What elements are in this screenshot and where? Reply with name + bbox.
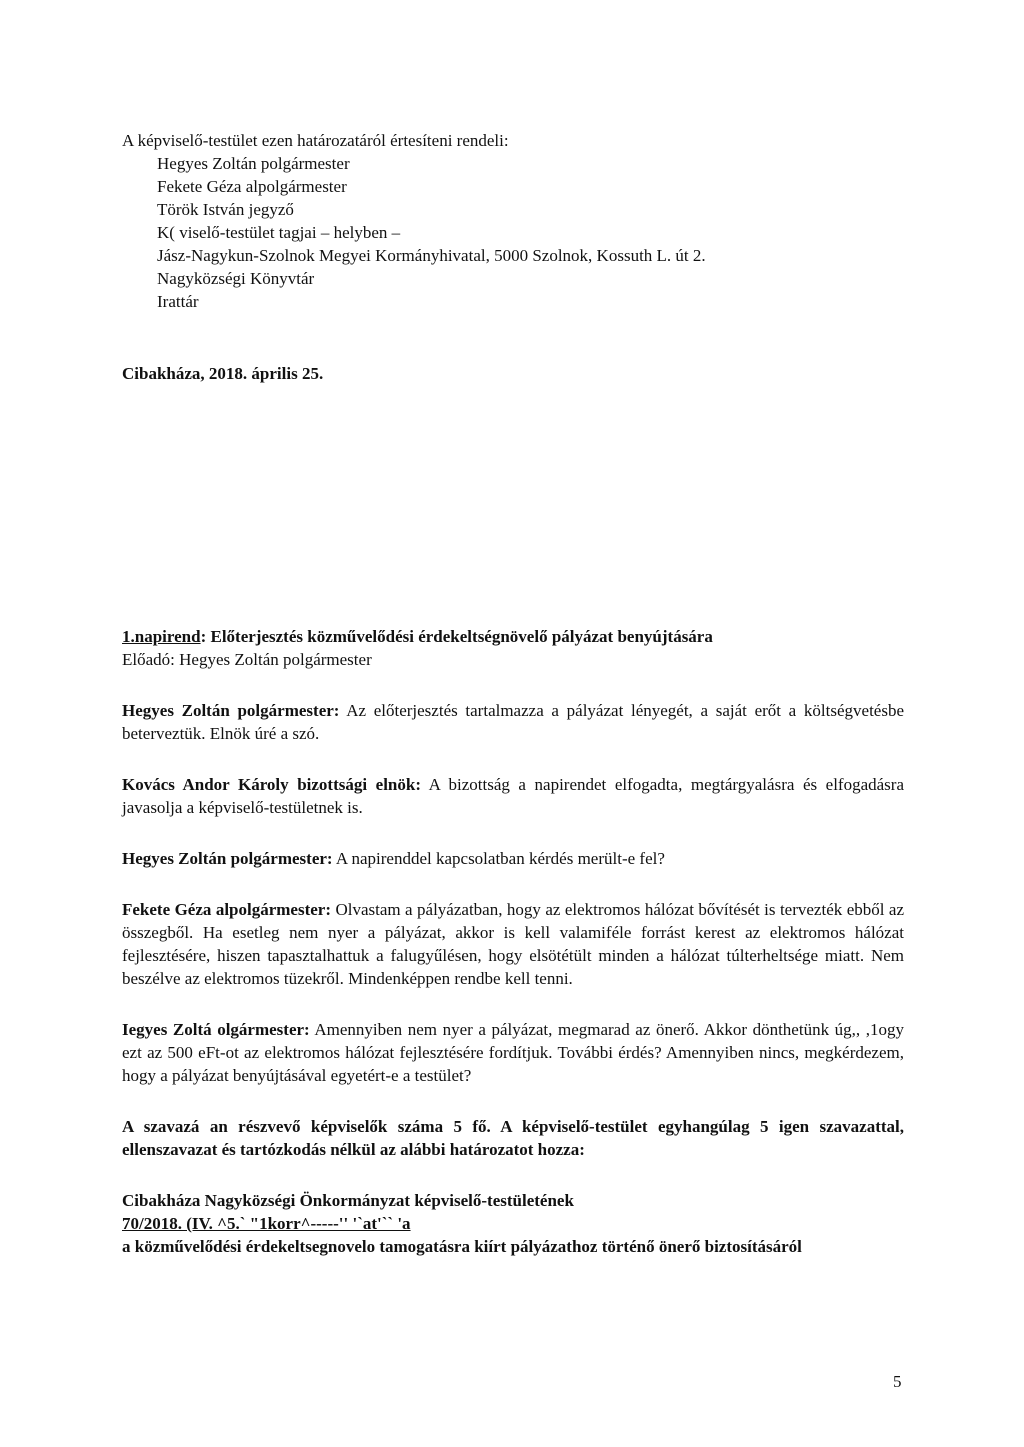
speech-paragraph [122,699,904,745]
speaker-name: Hegyes Zoltán polgármester: [122,701,340,720]
speech-text: A bizottság a napirendet elfogadta, megtárgyalásra és elfogadásra javasolja a képviselő-testületnek is. [122,775,905,817]
speech-text: A napirenddel kapcsolatban kérdés merült-e fel? [332,849,665,868]
speech-paragraph [122,898,904,990]
speech-paragraph [122,1018,904,1087]
minutes-content [122,625,904,1258]
recipient-item: Jász-Nagykun-Szolnok Megyei Kormányhivatal, 5000 Szolnok, Kossuth L. út 2. [157,246,706,265]
dateline: Cibakháza, 2018. április 25. [122,364,324,383]
recipient-list [122,152,706,313]
resolution-subject: a közművelődési érdekeltsegnovelo tamogatásra kiírt pályázathoz történő önerő biztosításáról [122,1237,802,1256]
agenda-heading [122,625,904,648]
speech-text: Olvastam a pályázatban, hogy az elektromos hálózat bővítését is tervezték ebből az összegből. Ha esetleg nem nyer a pályázat, akkor is kell valamiféle forrást kerest az elektromos hálózat fejlesztésére, hiszen tapasztalhattuk a falugyűlésen, hogy elsötétült minden a hálózat túlterheltsége miatt. Nem beszélve az elektromos tüzekről. Mindenképpen rendbe kell tenni. [122,900,904,988]
vote-statement: A szavazá an részvevő képviselők száma 5 fő. A képviselő-testület egyhangúlag 5 igen szavazattal, ellenszavazat és tartózkodás nélkül az alábbi határozatot hozza: [122,1117,904,1159]
recipient-item: K( viselő-testület tagjai – helyben – [157,223,401,242]
speech-paragraph [122,847,904,870]
recipient-item: Hegyes Zoltán polgármester [157,154,350,173]
speaker-name: Iegyes Zoltá olgármester: [122,1020,310,1039]
notification-block [122,129,706,313]
page-number: 5 [893,1372,902,1391]
speaker-name: Kovács Andor Károly bizottsági elnök: [122,775,421,794]
speech-paragraph [122,773,904,819]
agenda-title: : Előterjesztés közművelődési érdekeltségnövelő pályázat benyújtására [200,627,713,646]
recipient-item: Irattár [157,292,199,311]
speech-text: Az előterjesztés tartalmazza a pályázat lényegét, a saját erőt a költségvetésbe beterveztük. Elnök úré a szó. [122,701,904,743]
agenda-number: 1.napirend [122,627,201,646]
agenda-presenter: Előadó: Hegyes Zoltán polgármester [122,650,372,669]
speech-text: Amennyiben nem nyer a pályázat, megmarad az önerő. Akkor dönthetünk úg,, ,1ogy ezt az 500 eFt-ot az elektromos hálózat fejlesztésére fordítjuk. További érdés? Amennyiben nincs, megkérdezem, hogy a pályázat benyújtásával egyetért-e a testület? [122,1020,904,1085]
recipient-item: Nagyközségi Könyvtár [157,269,315,288]
notification-intro: A képviselő-testület ezen határozatáról értesíteni rendeli: [122,131,509,150]
recipient-item: Fekete Géza alpolgármester [157,177,347,196]
speaker-name: Fekete Géza alpolgármester: [122,900,332,919]
speaker-name: Hegyes Zoltán polgármester: [122,849,333,868]
resolution-number: 70/2018. (IV. ^5.` "1korr^-----'' '`at'`` 'a [122,1214,411,1233]
recipient-item: Török István jegyző [157,200,294,219]
resolution-body: Cibakháza Nagyközségi Önkormányzat képviselő-testületének [122,1191,574,1210]
